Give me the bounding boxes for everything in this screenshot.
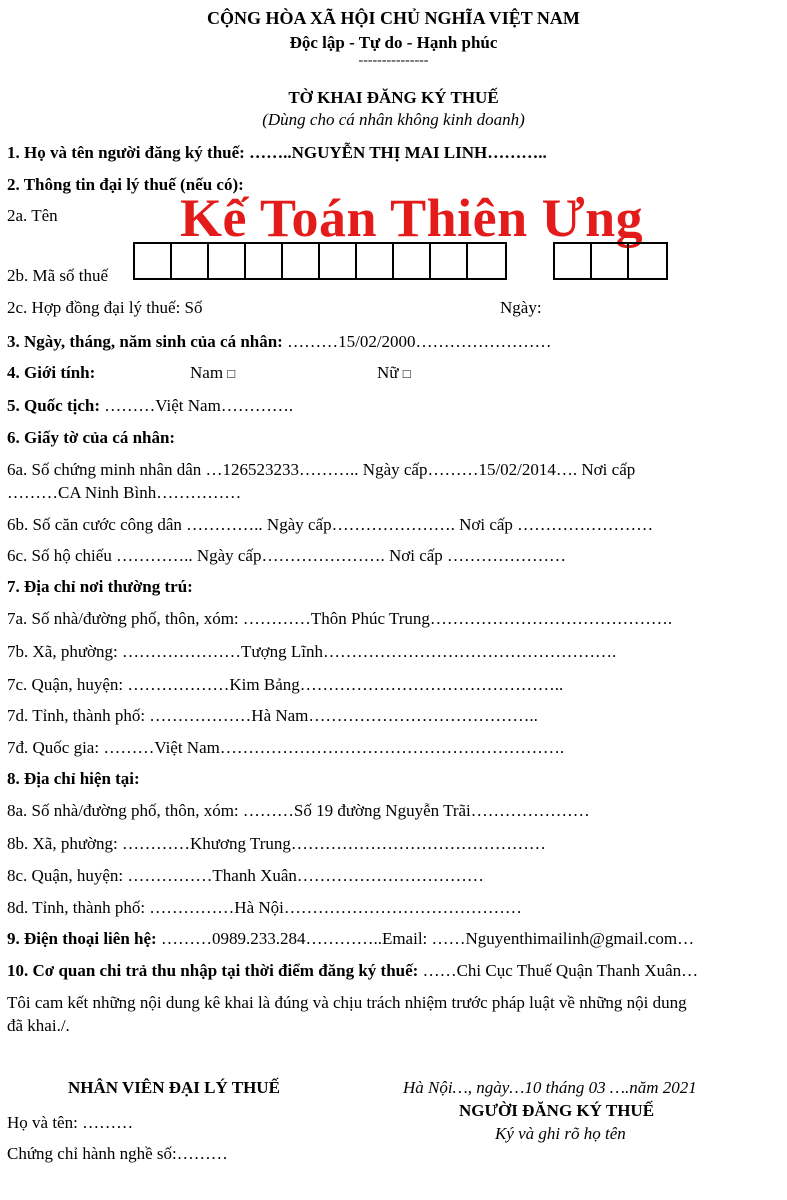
field-2a-label: 2a. Tên: [7, 206, 58, 225]
tax-code-digit-box: [468, 244, 505, 278]
form-title: TỜ KHAI ĐĂNG KÝ THUẾ: [288, 88, 499, 107]
tax-code-digit-box: [431, 244, 468, 278]
commitment-line-1: Tôi cam kết những nội dung kê khai là đúng và chịu trách nhiệm trước pháp luật về những nội dung: [7, 993, 687, 1012]
field-3: [7, 332, 552, 352]
field-7-label: 7. Địa chỉ nơi thường trú:: [7, 577, 193, 596]
field-6a-line1: 6a. Số chứng minh nhân dân …126523233……….. Ngày cấp………15/02/2014…. Nơi cấp: [7, 460, 636, 479]
field-6a-line2: ………CA Ninh Bình……………: [7, 483, 242, 502]
tax-code-branch-box: [555, 244, 592, 278]
field-3-label: 3. Ngày, tháng, năm sinh của cá nhân:: [7, 332, 283, 351]
field-9-value: ………0989.233.284…………..Email: ……Nguyenthimailinh@gmail.com…: [156, 929, 695, 948]
commitment-line-2: đã khai./.: [7, 1016, 70, 1035]
tax-code-branch-box: [592, 244, 629, 278]
field-1-label: 1. Họ và tên người đăng ký thuế:: [7, 143, 245, 162]
field-5-label: 5. Quốc tịch:: [7, 396, 101, 415]
field-9: [7, 929, 694, 949]
agent-certificate-line: Chứng chỉ hành nghề số:………: [7, 1144, 228, 1163]
tax-code-digit-box: [283, 244, 320, 278]
tax-code-digit-box: [135, 244, 172, 278]
tax-code-digit-box: [172, 244, 209, 278]
field-6c: 6c. Số hộ chiếu ………….. Ngày cấp…………………. Nơi cấp …………………: [7, 546, 567, 565]
field-9-label: 9. Điện thoại liên hệ:: [7, 929, 157, 948]
field-7c: 7c. Quận, huyện: ………………Kim Bảng………………………………………..: [7, 675, 564, 694]
field-2c-date-label: Ngày:: [500, 298, 542, 317]
field-2-label: 2. Thông tin đại lý thuế (nếu có):: [7, 175, 244, 194]
tax-code-digit-box: [209, 244, 246, 278]
country-heading: CỘNG HÒA XÃ HỘI CHỦ NGHĨA VIỆT NAM: [207, 8, 580, 28]
field-7a: 7a. Số nhà/đường phố, thôn, xóm: …………Thôn Phúc Trung…………………………………….: [7, 609, 673, 628]
motto: Độc lập - Tự do - Hạnh phúc: [289, 33, 498, 52]
tax-code-digit-box: [246, 244, 283, 278]
field-7dd: 7đ. Quốc gia: ………Việt Nam…………………………………………………….: [7, 738, 565, 757]
field-10: [7, 961, 698, 981]
gender-male-label: Nam: [190, 363, 224, 382]
tax-code-digit-box: [394, 244, 431, 278]
agent-signature-title: NHÂN VIÊN ĐẠI LÝ THUẾ: [68, 1078, 280, 1097]
field-8d: 8d. Tỉnh, thành phố: ……………Hà Nội……………………………………: [7, 898, 522, 917]
field-2b-label: 2b. Mã số thuế: [7, 266, 109, 285]
tax-code-digit-box: [320, 244, 357, 278]
field-6b: 6b. Số căn cước công dân ………….. Ngày cấp…………………. Nơi cấp ……………………: [7, 515, 654, 534]
checkbox-icon[interactable]: □: [227, 366, 236, 381]
field-4-label: 4. Giới tính:: [7, 363, 96, 382]
agent-name-line: Họ và tên: ………: [7, 1113, 134, 1132]
field-7b: 7b. Xã, phường: …………………Tượng Lĩnh…………………………………………….: [7, 642, 617, 661]
field-8c: 8c. Quận, huyện: ……………Thanh Xuân……………………………: [7, 866, 484, 885]
field-5: [7, 396, 293, 416]
gender-female-label: Nữ: [377, 363, 399, 382]
registrant-signature-note: Ký và ghi rõ họ tên: [495, 1124, 626, 1143]
field-1: [7, 143, 547, 163]
registrant-signature-title: NGƯỜI ĐĂNG KÝ THUẾ: [459, 1101, 655, 1120]
watermark: Kế Toán Thiên Ưng: [180, 188, 644, 248]
field-7d: 7d. Tỉnh, thành phố: ………………Hà Nam…………………………………..: [7, 706, 538, 725]
field-10-label: 10. Cơ quan chi trả thu nhập tại thời điểm đăng ký thuế:: [7, 961, 419, 980]
tax-code-boxes: [133, 242, 507, 280]
field-3-value: ………15/02/2000……………………: [282, 332, 552, 351]
separator: ---------------: [358, 53, 429, 68]
field-8a: 8a. Số nhà/đường phố, thôn, xóm: ………Số 19 đường Nguyễn Trãi…………………: [7, 801, 590, 820]
checkbox-icon[interactable]: □: [402, 366, 411, 381]
field-5-value: ………Việt Nam………….: [100, 396, 294, 415]
form-subtitle: (Dùng cho cá nhân không kinh doanh): [262, 110, 525, 129]
field-6-label: 6. Giấy tờ của cá nhân:: [7, 428, 176, 447]
tax-code-branch-boxes: [553, 242, 668, 280]
field-1-value: ……..NGUYỄN THỊ MAI LINH………..: [244, 143, 547, 162]
field-8-label: 8. Địa chỉ hiện tại:: [7, 769, 140, 788]
field-10-value: ……Chi Cục Thuế Quận Thanh Xuân…: [418, 961, 699, 980]
place-date: Hà Nội…, ngày…10 tháng 03 ….năm 2021: [403, 1078, 697, 1097]
tax-code-digit-box: [357, 244, 394, 278]
tax-code-branch-box: [629, 244, 666, 278]
gender-female-option[interactable]: [377, 363, 411, 383]
field-2c-label: 2c. Hợp đồng đại lý thuế: Số: [7, 298, 203, 317]
gender-male-option[interactable]: [190, 363, 235, 383]
field-8b: 8b. Xã, phường: …………Khương Trung………………………………………: [7, 834, 546, 853]
